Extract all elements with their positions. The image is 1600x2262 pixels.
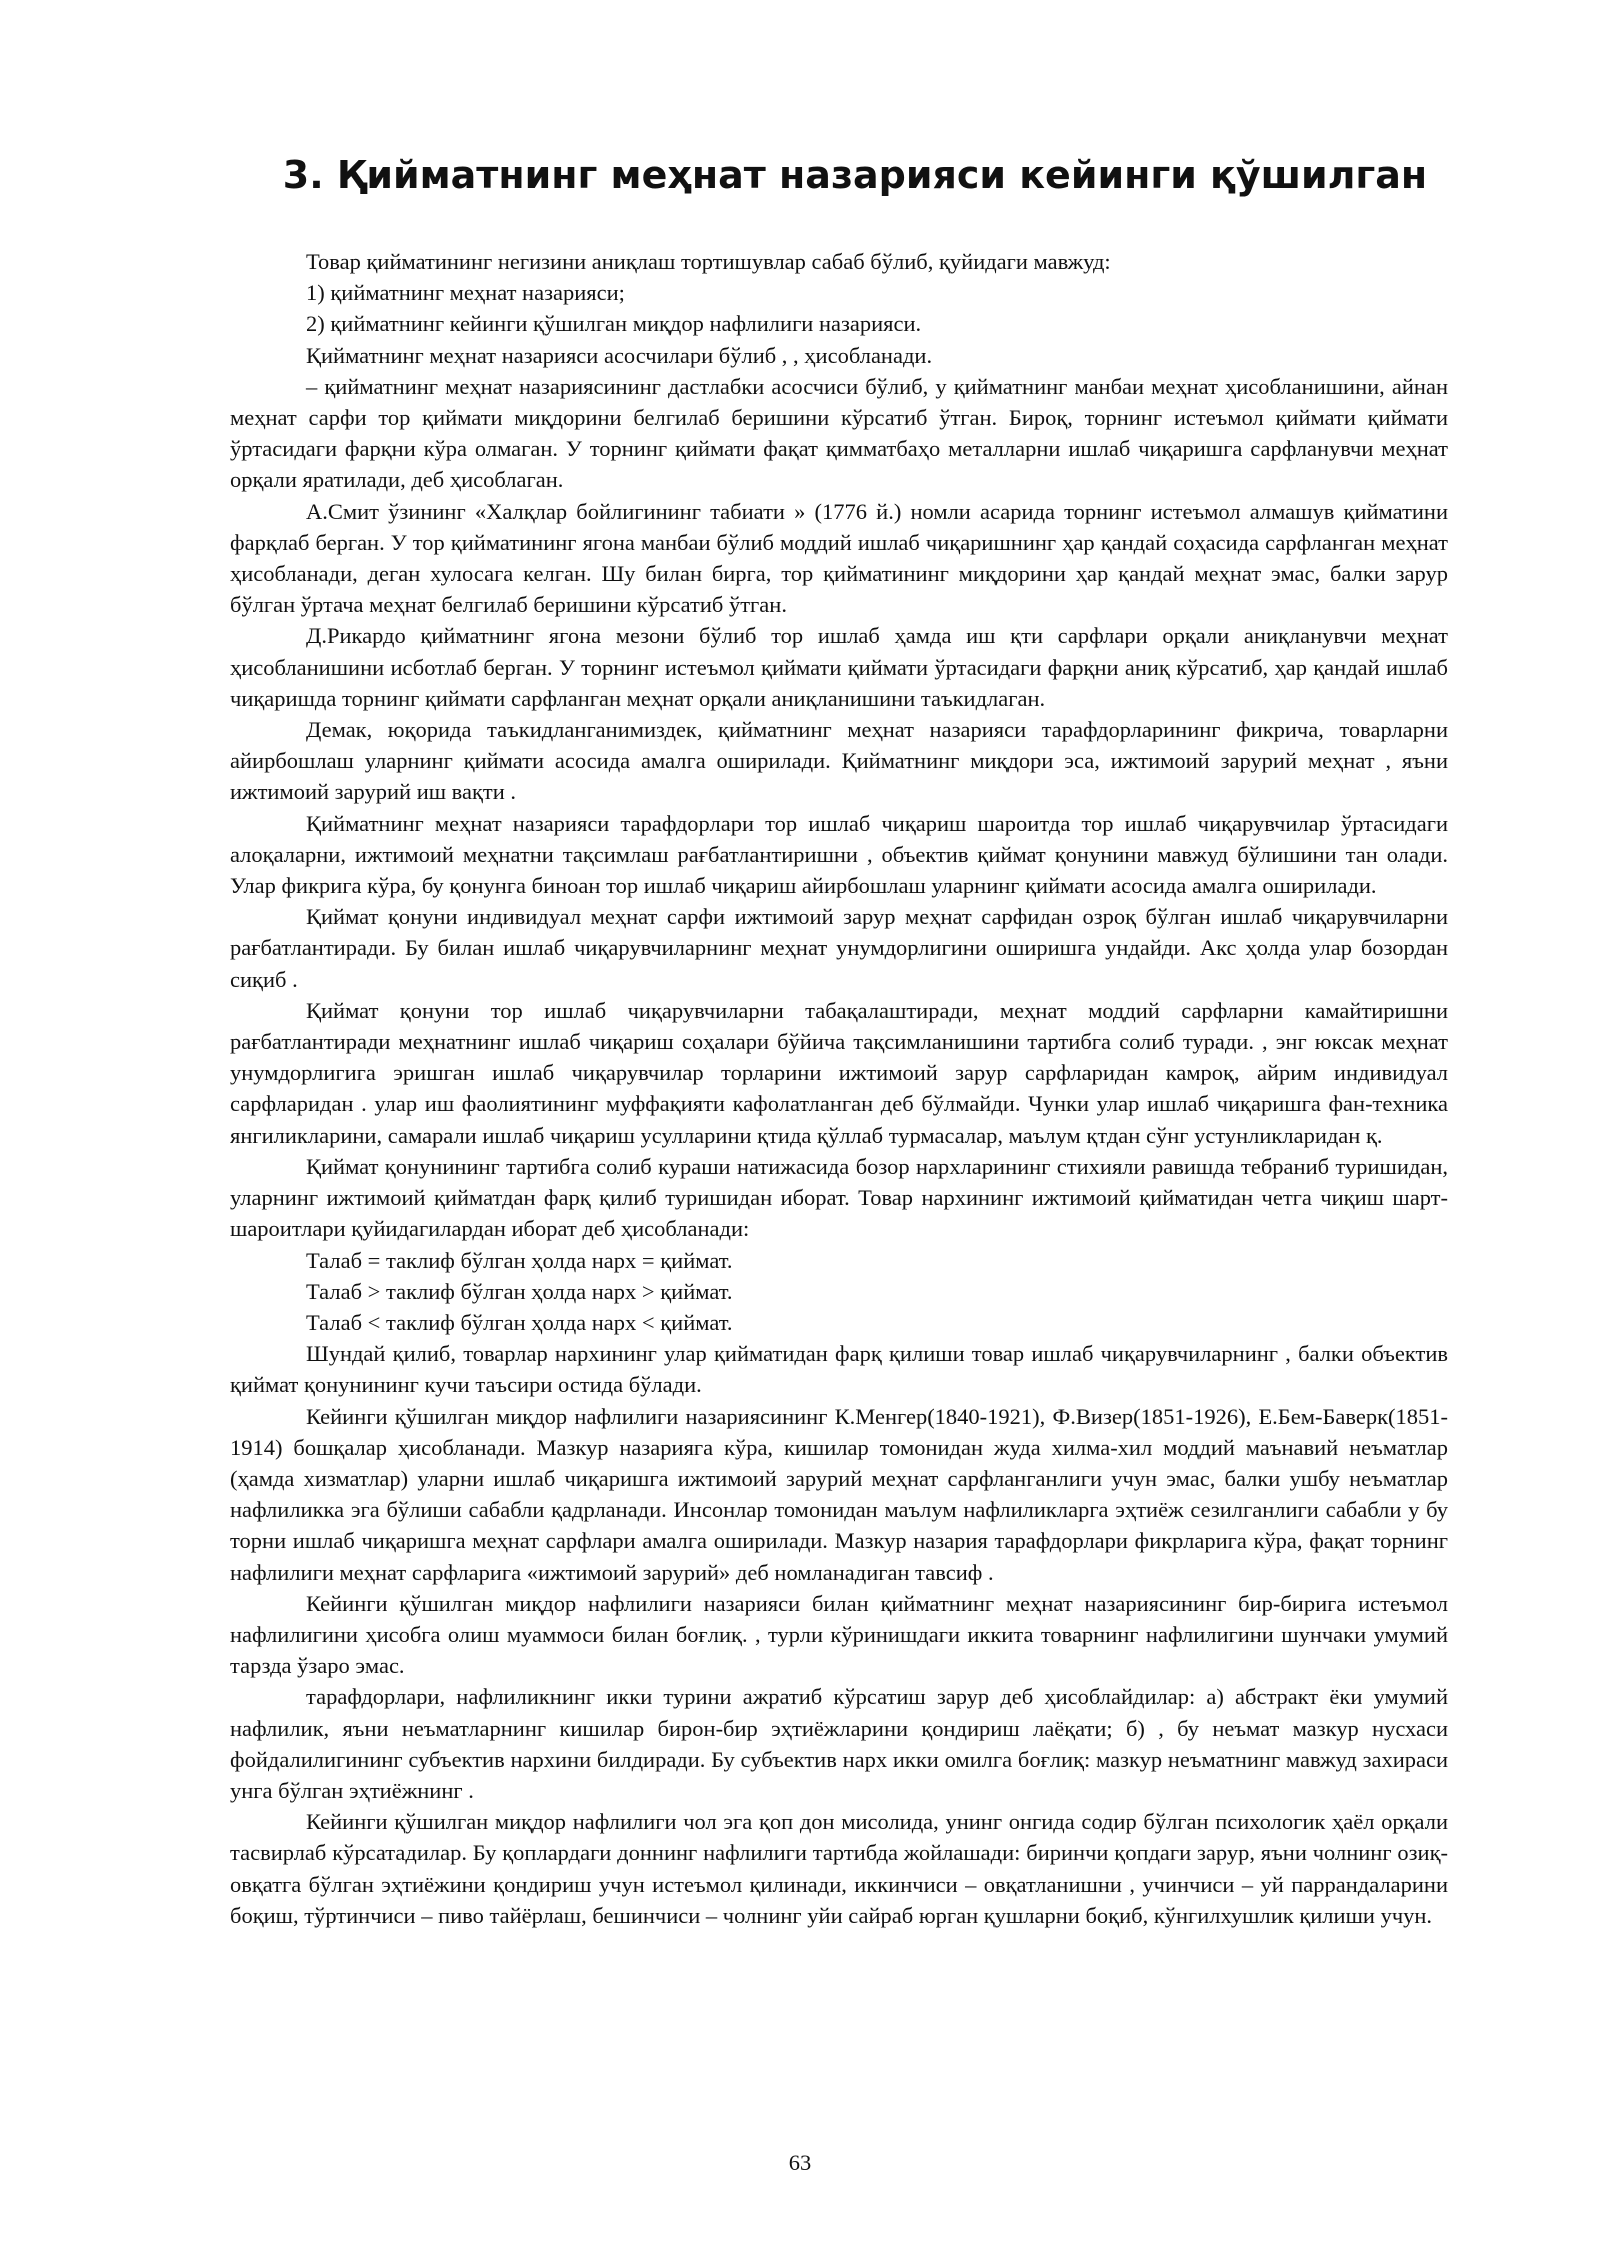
paragraph: Кейинги қўшилган миқдор нафлилиги чол эга қоп дон мисолида, унинг онгида содир бўлган психологик ҳаёл орқали тасвирлаб кўрсатадилар. Бу қоплардаги доннинг нафлилиги тартибда жойлашади: биринчи қопдаги зарур, яъни чолнинг озиқ-овқатга бўлган эҳтиёжини қондириш учун истеъмол қилинади, иккинчиси – овқатланишни , учинчиси – уй паррандаларини боқиш, тўртинчиси – пиво тайёрлаш, бешинчиси – чолнинг уйи сайраб юрган қушларни боқиб, кўнгилхушлик қилиши учун. (230, 1809, 1448, 1928)
document-body (230, 246, 1448, 1931)
paragraph: Кейинги қўшилган миқдор нафлилиги назариясининг К.Менгер(1840-1921), Ф.Визер(1851-1926), Е.Бем-Баверк(1851-1914) бошқалар ҳисобланади. Мазкур назарияга кўра, кишилар томонидан жуда хилма-хил моддий маънавий неъматлар (ҳамда хизматлар) уларни ишлаб чиқаришга ижтимоий зарурий меҳнат сарфланганлиги учун эмас, балки ушбу неъматлар нафлиликка эга бўлиши сабабли қадрланади. Инсонлар томонидан маълум нафлиликларга эҳтиёж сезилганлиги сабабли у бу торни ишлаб чиқаришга меҳнат сарфлари амалга оширилади. Мазкур назария тарафдорлари фикрларига кўра, фақат торнинг нафлилиги меҳнат сарфларига «ижтимоий зарурий» деб номланадиган тавсиф . (230, 1403, 1448, 1585)
paragraph: – қийматнинг меҳнат назариясининг дастлабки асосчиси бўлиб, у қийматнинг манбаи меҳнат ҳисобланишини, айнан меҳнат сарфи тор қиймати миқдорини белгилаб беришини кўрсатиб ўтган. Бироқ, торнинг истеъмол қиймати қиймати ўртасидаги фарқни кўра олмаган. У торнинг қиймати фақат қимматбаҳо металларни ишлаб чиқаришга сарфланувчи меҳнат орқали яратилади, деб ҳисоблаган. (230, 373, 1448, 493)
paragraph: Қийматнинг меҳнат назарияси асосчилари бўлиб , , ҳисобланади. (306, 342, 933, 368)
paragraph: Қийматнинг меҳнат назарияси тарафдорлари тор ишлаб чиқариш шароитда тор ишлаб чиқарувчилар ўртасидаги алоқаларни, ижтимоий меҳнатни тақсимлаш рағбатлантиришни , объектив қиймат қонунини мавжуд бўлишини тан олади. Улар фикрига кўра, бу қонунга биноан тор ишлаб чиқариш айирбошлаш уларнинг қиймати асосида амалга оширилади. (230, 810, 1448, 899)
paragraph: Товар қийматининг негизини аниқлаш тортишувлар сабаб бўлиб, қуйидаги мавжуд: (306, 249, 1111, 274)
paragraph: Демак, юқорида таъкидланганимиздек, қийматнинг меҳнат назарияси тарафдорларининг фикрича, товарларни айирбошлаш уларнинг қиймати асосида амалга оширилади. Қийматнинг миқдори эса, ижтимоий зарурий меҳнат , яъни ижтимоий зарурий иш вақти . (230, 717, 1448, 805)
paragraph: Шундай қилиб, товарлар нархининг улар қийматидан фарқ қилиши товар ишлаб чиқарувчиларнинг , балки объектив қиймат қонунининг кучи таъсири остида бўлади. (230, 1341, 1448, 1398)
paragraph: Қиймат қонуни тор ишлаб чиқарувчиларни табақалаштиради, меҳнат моддий сарфларни камайтиришни рағбатлантиради меҳнатнинг ишлаб чиқариш соҳалари бўйича тақсимланишини тартибга солиб туради. , энг юксак меҳнат унумдорлигига эришган ишлаб чиқарувчилар торларини ижтимоий зарур сарфларидан камроқ, айрим индивидуал сарфларидан . улар иш фаолиятининг муффақияти кафолатланган деб бўлмайди. Чунки улар ишлаб чиқаришга фан-техника янгиликларини, самарали ишлаб чиқариш усулларини қтида қўллаб турмасалар, маълум қтдан сўнг устунликларидан қ. (230, 997, 1448, 1148)
page-title: 3. Қийматнинг меҳнат назарияси кейинги қўшилган (282, 153, 1428, 197)
paragraph: Қиймат қонунининг тартибга солиб кураши натижасида бозор нархларининг стихияли равишда тебраниб туришидан, уларнинг ижтимоий қийматдан фарқ қилиб туришидан иборат. Товар нархининг ижтимоий қийматидан четга чиқиш шарт-шароитлари қуйидагилардан иборат деб ҳисобланади: (230, 1153, 1448, 1242)
paragraph: тарафдорлари, нафлиликнинг икки турини ажратиб кўрсатиш зарур деб ҳисоблайдилар: а) абстракт ёки умумий нафлилик, яъни неъматларнинг кишилар бирон-бир эҳтиёжларини қондириш лаёқати; б) , бу неъмат мазкур нусхаси фойдалилигининг субъектив нархини билдиради. Бу субъектив нарх икки омилга боғлиқ: мазкур неъматнинг мавжуд захираси унга бўлган эҳтиёжнинг . (230, 1684, 1448, 1803)
paragraph: Кейинги қўшилган миқдор нафлилиги назарияси билан қийматнинг меҳнат назариясининг бир-бирига истеъмол нафлилигини ҳисобга олиш муаммоси билан боғлиқ. , турли кўринишдаги иккита товарнинг нафлилигини шунчаки умумий тарзда ўзаро эмас. (230, 1590, 1448, 1679)
page-number: 63 (788, 2150, 812, 2175)
paragraph: Қиймат қонуни индивидуал меҳнат сарфи ижтимоий зарур меҳнат сарфидан озроқ бўлган ишлаб чиқарувчиларни рағбатлантиради. Бу билан ишлаб чиқарувчиларнинг меҳнат унумдорлигини оширишга ундайди. Акс ҳолда улар бозордан сиқиб . (230, 904, 1448, 992)
paragraph: Д.Рикардо қийматнинг ягона мезони бўлиб тор ишлаб ҳамда иш қти сарфлари орқали аниқланувчи меҳнат ҳисобланишини исботлаб берган. У торнинг истеъмол қиймати қиймати ўртасидаги фарқни аниқ кўрсатиб, ҳар қандай ишлаб чиқаришда торнинг қиймати сарфланган меҳнат орқали аниқланишини таъкидлаган. (230, 623, 1448, 711)
formula-line: Талаб = таклиф бўлган ҳолда нарх = қиймат. (306, 1247, 733, 1273)
formula-line: Талаб > таклиф бўлган ҳолда нарх > қиймат. (306, 1278, 733, 1304)
paragraph: А.Смит ўзининг «Халқлар бойлигининг табиати » (1776 й.) номли асарида торнинг истеъмол алмашув қийматини фарқлаб берган. У тор қийматининг ягона манбаи бўлиб моддий ишлаб чиқаришнинг ҳар қандай соҳасида сарфланган меҳнат ҳисобланади, деган хулосага келган. Шу билан бирга, тор қийматининг миқдорини ҳар қандай меҳнат эмас, балки зарур бўлган ўртача меҳнат белгилаб беришини кўрсатиб ўтган. (230, 498, 1448, 618)
list-item: 1) қийматнинг меҳнат назарияси; (306, 280, 625, 306)
list-item: 2) қийматнинг кейинги қўшилган миқдор нафлилиги назарияси. (306, 311, 922, 337)
formula-line: Талаб < таклиф бўлган ҳолда нарх < қиймат. (306, 1309, 733, 1335)
